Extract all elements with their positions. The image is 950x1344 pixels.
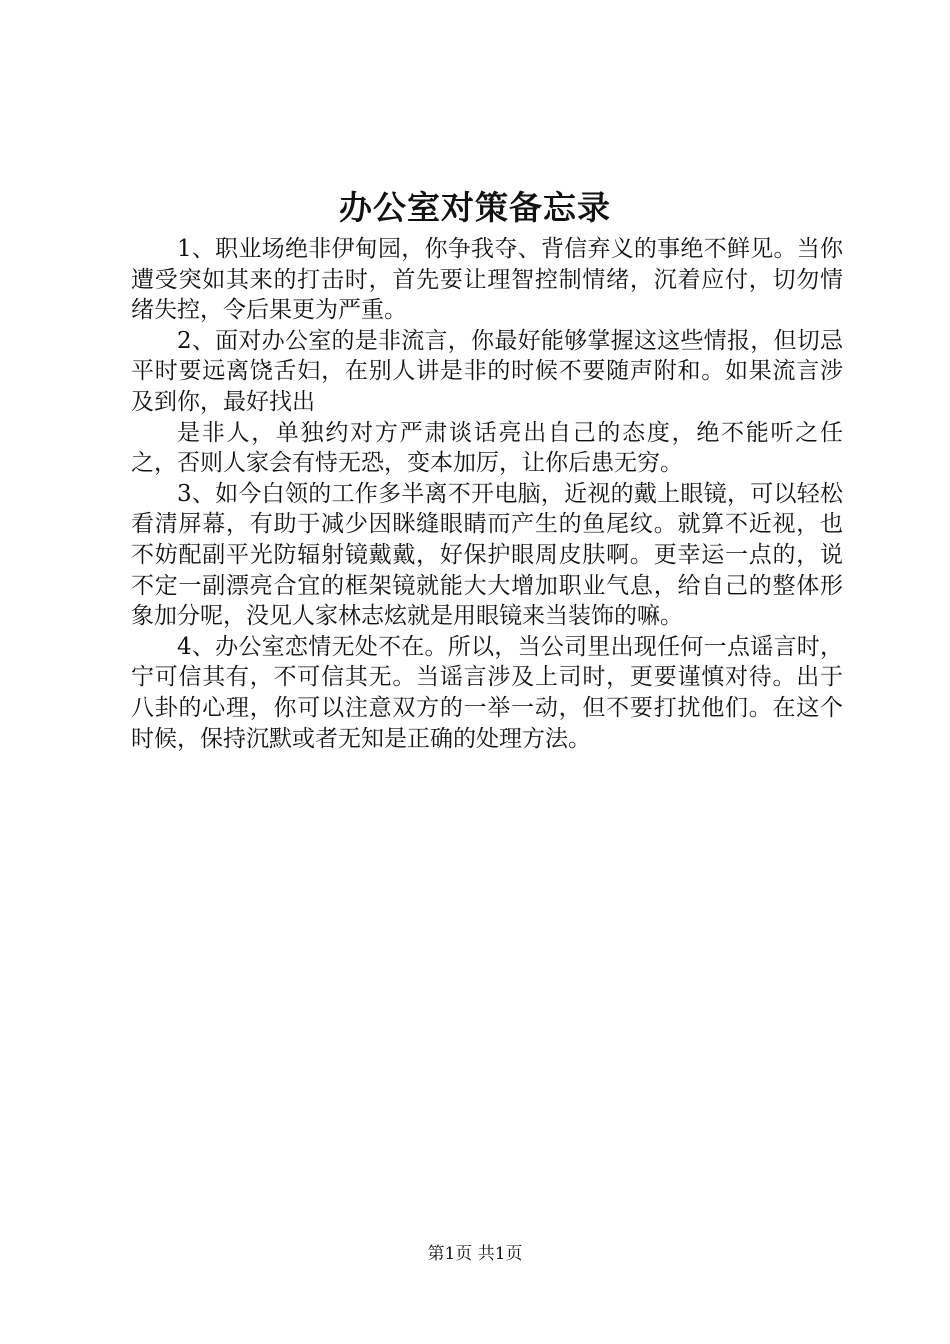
paragraph-2: 2、面对办公室的是非流言，你最好能够掌握这这些情报，但切忌平时要远离饶舌妇，在别人讲是非的时候不要随声附和。如果流言涉及到你，最好找出	[131, 327, 843, 415]
paragraph-3: 3、如今白领的工作多半离不开电脑，近视的戴上眼镜，可以轻松看清屏幕，有助于减少因眯缝眼睛而产生的鱼尾纹。就算不近视，也不妨配副平光防辐射镜戴戴，好保护眼周皮肤啊。更幸运一点的，说不定一副漂亮合宜的框架镜就能大大增加职业气息，给自己的整体形象加分呢，没见人家林志炫就是用眼镜来当装饰的嘛。	[131, 480, 843, 630]
paragraph-1: 1、职业场绝非伊甸园，你争我夺、背信弃义的事绝不鲜见。当你遭受突如其来的打击时，首先要让理智控制情绪，沉着应付，切勿情绪失控，令后果更为严重。	[131, 236, 843, 324]
paragraph-4: 4、办公室恋情无处不在。所以，当公司里出现任何一点谣言时，宁可信其有，不可信其无。当谣言涉及上司时，更要谨慎对待。出于八卦的心理，你可以注意双方的一举一动，但不要打扰他们。在这个时候，保持沉默或者无知是正确的处理方法。	[131, 633, 843, 752]
paragraph-2-continued: 是非人，单独约对方严肃谈话亮出自己的态度，绝不能听之任之，否则人家会有恃无恐，变本加厉，让你后患无穷。	[131, 419, 843, 477]
page-number-footer: 第1页 共1页	[427, 1244, 523, 1264]
document-body	[131, 234, 843, 754]
document-title: 办公室对策备忘录	[339, 188, 611, 227]
